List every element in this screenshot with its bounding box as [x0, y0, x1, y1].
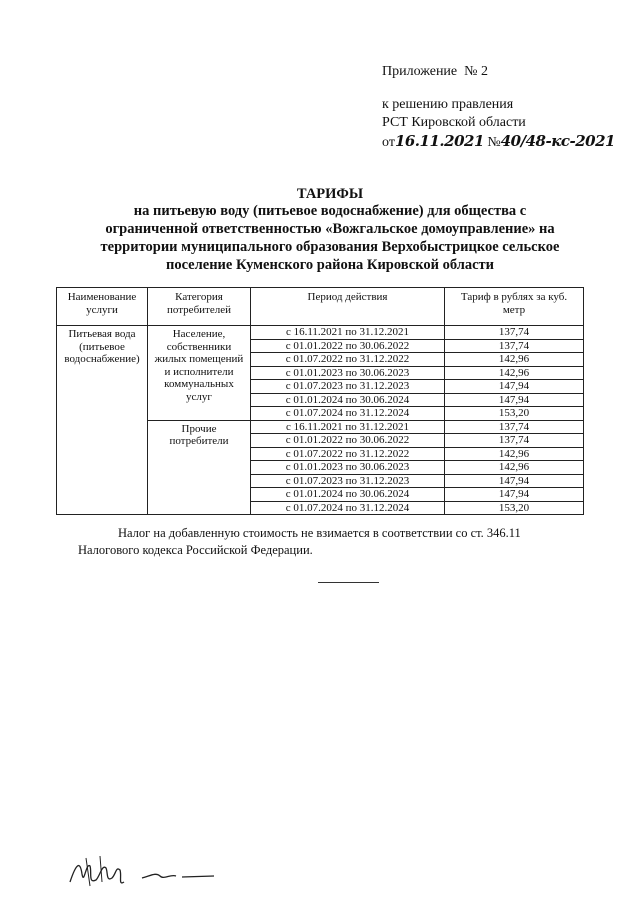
period-cell: с 01.01.2024 по 30.06.2024: [251, 393, 445, 407]
tariff-cell: 153,20: [445, 407, 584, 421]
tariffs-table: [56, 287, 584, 515]
period-cell: с 01.01.2023 по 30.06.2023: [251, 366, 445, 380]
number-prefix: №: [487, 135, 501, 150]
tax-note-line-1: [78, 525, 583, 542]
category-line: и исполнители: [164, 365, 234, 378]
from-prefix: от: [382, 135, 395, 150]
period-cell: с 01.01.2024 по 30.06.2024: [251, 488, 445, 502]
header-service-line-1: Наименование: [67, 291, 137, 303]
tariff-cell: 142,96: [445, 353, 584, 367]
service-line-3: водоснабжение): [64, 353, 140, 365]
title-line-3: территории муниципального образования Верхобыстрицкое сельское: [100, 239, 560, 255]
period-cell: с 01.07.2024 по 31.12.2024: [251, 501, 445, 515]
title-line-2: ограниченной ответственностью «Вожгальское домоуправление» на: [105, 221, 555, 237]
period-cell: с 16.11.2021 по 31.12.2021: [251, 326, 445, 340]
tariff-cell: 142,96: [445, 447, 584, 461]
separator-rule: [318, 582, 379, 583]
authority-line: РСТ Кировской области: [382, 115, 526, 130]
header-period-text: Период действия: [307, 291, 388, 303]
annex-heading: [382, 63, 488, 80]
tariff-cell: 137,74: [445, 434, 584, 448]
annex-label: Приложение: [382, 64, 458, 79]
handwritten-date: 16.11.2021: [394, 132, 484, 150]
service-name-cell: [57, 326, 148, 515]
period-cell: с 01.07.2022 по 31.12.2022: [251, 447, 445, 461]
header-tariff-line-1: Тариф в рублях за куб.: [460, 291, 568, 303]
tariff-cell: 147,94: [445, 380, 584, 394]
period-cell: с 01.01.2022 по 30.06.2022: [251, 434, 445, 448]
signature-scribble: [66, 852, 226, 892]
period-cell: с 16.11.2021 по 31.12.2021: [251, 420, 445, 434]
category-line: коммунальных: [164, 378, 234, 390]
handwritten-number: 40/48-кс-2021: [500, 132, 615, 150]
tariff-cell: 147,94: [445, 474, 584, 488]
category-line: жилых помещений: [154, 353, 244, 365]
tariff-cell: 153,20: [445, 501, 584, 515]
category-population-cell: [148, 326, 251, 421]
tariff-cell: 137,74: [445, 326, 584, 340]
period-cell: с 01.07.2022 по 31.12.2022: [251, 353, 445, 367]
header-category-line-1: Категория: [175, 291, 223, 303]
table-header-row: [57, 288, 584, 326]
period-cell: с 01.01.2023 по 30.06.2023: [251, 461, 445, 475]
title-line-4: поселение Куменского района Кировской области: [165, 257, 495, 273]
tariff-cell: 137,74: [445, 339, 584, 353]
category-line: собственники: [166, 340, 232, 353]
table-row: [57, 326, 584, 340]
header-service: [57, 288, 148, 326]
document-title: ТАРИФЫ: [296, 186, 364, 202]
service-line-1: Питьевая вода: [68, 328, 136, 340]
decision-line: к решению правления: [382, 97, 514, 112]
tariff-cell: 142,96: [445, 366, 584, 380]
service-line-2: (питьевое: [79, 340, 125, 353]
header-category: [148, 288, 251, 326]
category-other-cell: [148, 420, 251, 515]
period-cell: с 01.07.2023 по 31.12.2023: [251, 380, 445, 394]
period-cell: с 01.01.2022 по 30.06.2022: [251, 339, 445, 353]
tax-note-line-2: Налогового кодекса Российской Федерации.: [78, 543, 313, 557]
header-period: [251, 288, 445, 326]
header-tariff-line-2: метр: [502, 303, 526, 316]
category-line: услуг: [186, 390, 212, 403]
annex-number: № 2: [464, 64, 488, 79]
tax-note-text: Налог на добавленную стоимость не взимается в соответствии со ст. 346.11: [118, 526, 521, 540]
category-line: потребители: [169, 435, 229, 447]
period-cell: с 01.07.2024 по 31.12.2024: [251, 407, 445, 421]
category-line: Население,: [172, 328, 226, 340]
category-line: Прочие: [181, 422, 217, 435]
period-cell: с 01.07.2023 по 31.12.2023: [251, 474, 445, 488]
title-line-1: на питьевую воду (питьевое водоснабжение) для общества с: [133, 203, 527, 219]
tariff-cell: 147,94: [445, 488, 584, 502]
tariff-cell: 147,94: [445, 393, 584, 407]
tariff-cell: 142,96: [445, 461, 584, 475]
tariff-cell: 137,74: [445, 420, 584, 434]
decision-date-number: [382, 133, 615, 151]
header-service-line-2: услуги: [86, 303, 118, 316]
header-tariff: [445, 288, 584, 326]
header-category-line-2: потребителей: [167, 303, 231, 316]
